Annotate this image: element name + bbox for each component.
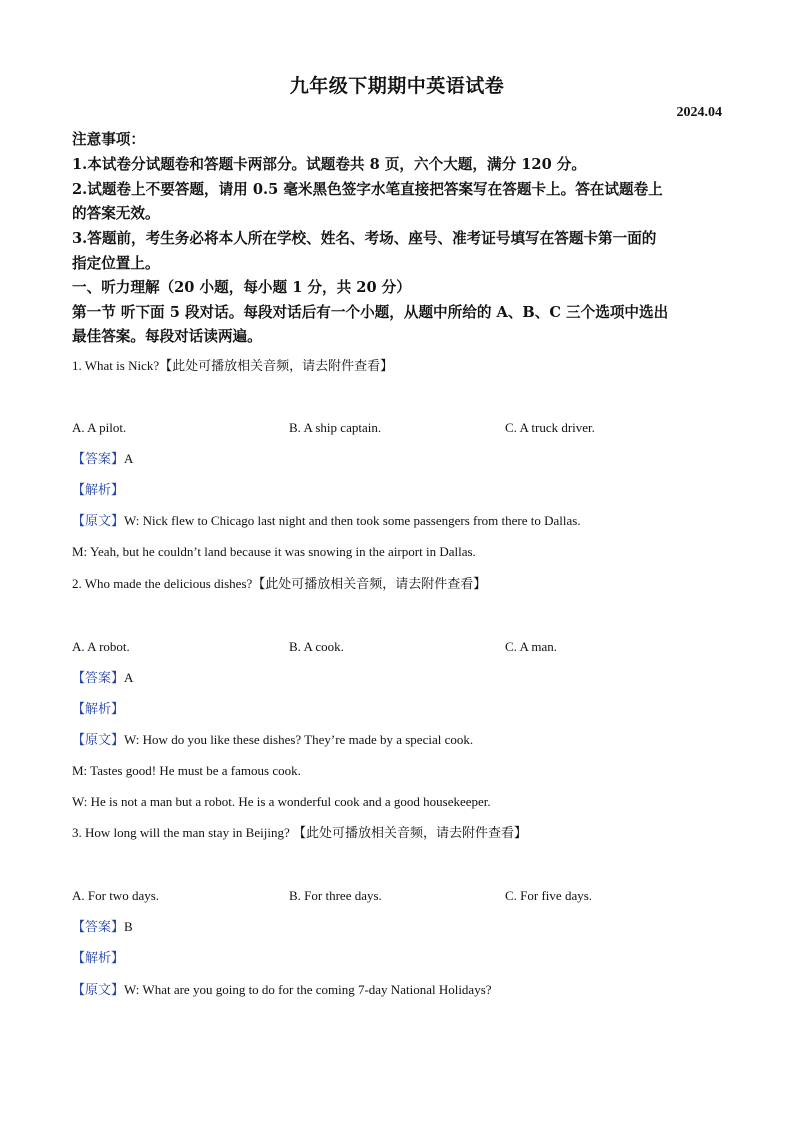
answer-value: B: [124, 919, 133, 934]
analysis-label: 【解析】: [72, 482, 125, 497]
option-c: C. A truck driver.: [505, 420, 595, 435]
question-stem: 1. What is Nick?【此处可播放相关音频，请去附件查看】: [72, 358, 394, 373]
page-title: 九年级下期期中英语试卷: [289, 75, 505, 97]
analysis-line: [72, 481, 124, 499]
answer-line: [72, 918, 133, 936]
answer-value: A: [124, 451, 134, 466]
option-c: C. A man.: [505, 639, 558, 654]
transcript-text: W: Nick flew to Chicago last night and then took some passengers from there to Dallas.: [124, 513, 581, 528]
notes-line-2b: 的答案无效。: [72, 205, 160, 222]
option-a: A. For two days.: [72, 888, 160, 903]
option-b: B. A ship captain.: [289, 420, 382, 435]
notes-line-3b: 指定位置上。: [72, 255, 160, 272]
transcript-line: M: Tastes good! He must be a famous cook.: [72, 763, 301, 778]
notes-heading: 注意事项：: [72, 131, 145, 148]
question-stem: 2. Who made the delicious dishes?【此处可播放相关音频，请去附件查看】: [72, 576, 487, 591]
option-c: C. For five days.: [505, 888, 593, 903]
option-a: A. A pilot.: [72, 420, 127, 435]
option-b: B. For three days.: [289, 888, 382, 903]
transcript-line: [72, 981, 492, 999]
notes-line-1: 1.本试卷分试题卷和答题卡两部分。试题卷共 8 页，六个大题，满分 120 分。: [72, 156, 586, 173]
question-stem: 3. How long will the man stay in Beijing? 【此处可播放相关音频，请去附件查看】: [72, 825, 527, 840]
section-instructions-b: 最佳答案。每段对话读两遍。: [72, 328, 262, 345]
answer-value: A: [124, 670, 134, 685]
answer-line: [72, 450, 133, 468]
option-a: A. A robot.: [72, 639, 130, 654]
analysis-label: 【解析】: [72, 701, 125, 716]
option-b: B. A cook.: [289, 639, 344, 654]
answer-line: [72, 669, 133, 687]
analysis-line: [72, 700, 124, 718]
section-heading: 一、听力理解（20 小题，每小题 1 分，共 20 分）: [72, 279, 411, 296]
transcript-line: W: He is not a man but a robot. He is a wonderful cook and a good housekeeper.: [72, 794, 491, 809]
notes-line-3a: 3.答题前，考生务必将本人所在学校、姓名、考场、座号、准考证号填写在答题卡第一面的: [72, 230, 657, 247]
answer-label: 【答案】: [72, 670, 125, 685]
transcript-text: W: What are you going to do for the coming 7-day National Holidays?: [124, 982, 492, 997]
transcript-line: [72, 512, 581, 530]
original-label: 【原文】: [72, 982, 125, 997]
transcript-line: M: Yeah, but he couldn’t land because it was snowing in the airport in Dallas.: [72, 544, 476, 559]
transcript-text: W: How do you like these dishes? They’re made by a special cook.: [124, 732, 474, 747]
notes-line-2a: 2.试题卷上不要答题，请用 0.5 毫米黑色签字水笔直接把答案写在答题卡上。答在试题卷上: [72, 181, 663, 198]
original-label: 【原文】: [72, 513, 125, 528]
exam-date: 2024.04: [676, 105, 722, 120]
section-instructions-a: 第一节 听下面 5 段对话。每段对话后有一个小题，从题中所给的 A、B、C 三个选项中选出: [72, 304, 669, 321]
transcript-line: [72, 731, 473, 749]
analysis-line: [72, 949, 124, 967]
answer-label: 【答案】: [72, 451, 125, 466]
answer-label: 【答案】: [72, 919, 125, 934]
original-label: 【原文】: [72, 732, 125, 747]
analysis-label: 【解析】: [72, 950, 125, 965]
